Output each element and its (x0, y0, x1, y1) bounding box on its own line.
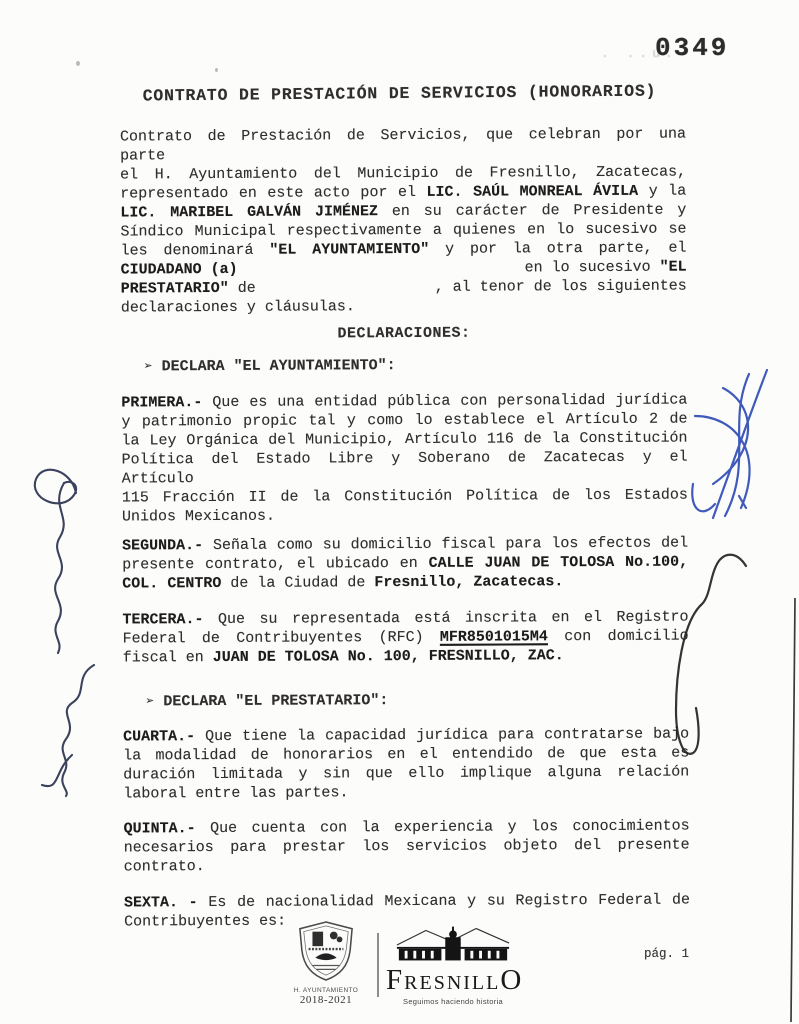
handwritten-signature-left-margin (14, 455, 118, 800)
municipal-crest-logo (286, 921, 366, 1006)
text-line: la modalidad de honorarios en el entendido de que esta es (123, 744, 690, 765)
clause-segunda (122, 534, 688, 594)
clause-tercera (122, 608, 688, 668)
text-line: Síndico Municipal respectivamente a quienes en lo sucesivo se (120, 220, 687, 241)
text-line: PRESTATARIO" de , al tenor de los siguientes (120, 277, 687, 298)
wordmark-letter: F (386, 964, 405, 996)
text-line: 115 Fracción II de la Constitución Política de los Estados (121, 486, 688, 507)
brand-tagline: Seguimos haciendo historia (403, 997, 503, 1006)
text-line: Contrato de Prestación de Servicios, que celebran por una parte (119, 125, 696, 165)
crest-years: 2018-2021 (299, 994, 353, 1006)
text-line: SEGUNDA.- Señala como su domicilio fiscal para los efectos del (122, 534, 689, 555)
heading-label: DECLARA "EL AYUNTAMIENTO": (161, 357, 396, 376)
document-title: CONTRATO DE PRESTACIÓN DE SERVICIOS (HONORARIOS) (142, 81, 657, 106)
crest-caption: H. AYUNTAMIENTO (293, 987, 359, 994)
text-line: Federal de Contribuyentes (RFC) MFR8501015M4 con domicilio (122, 627, 689, 648)
folio-stamp-number: 0349 (655, 33, 730, 63)
text-line: Política del Estado Libre y Soberano de Zacatecas y el Artículo (121, 448, 697, 488)
text-line: les denominará "EL AYUNTAMIENTO" y por la otra parte, el (120, 239, 687, 260)
text-line: el H. Ayuntamiento del Municipio de Fresnillo, Zacatecas, (120, 163, 687, 184)
text-line: la Ley Orgánica del Municipio, Artículo 116 de la Constitución (121, 429, 688, 450)
text-line: LIC. MARIBEL GALVÁN JIMÉNEZ en su carácter de Presidente y (120, 201, 687, 222)
footer-divider (377, 933, 379, 997)
text-line: PRIMERA.- Que es una entidad pública con personalidad jurídica (121, 391, 688, 412)
scan-edge-line (784, 596, 799, 1024)
fresnillo-logo (386, 925, 524, 1006)
signature-scribble-blue (683, 366, 787, 544)
text-line: representado en este acto por el LIC. SAÚL MONREAL ÁVILA y la (120, 182, 687, 203)
stamp-faded-marks: . ..u. (601, 46, 678, 61)
text-line: fiscal en JUAN DE TOLOSA No. 100, FRESNILLO, ZAC. (122, 647, 564, 667)
text-line: Unidos Mexicanos. (121, 507, 276, 526)
clause-primera (121, 391, 697, 527)
text-line: necesarios para prestar los servicios objeto del presente (123, 836, 690, 857)
text-line: TERCERA.- Que su representada está inscrita en el Registro (122, 608, 689, 629)
text-line: contrato. (123, 858, 205, 876)
text-line: laboral entre las partes. (123, 784, 349, 803)
text-line: QUINTA.- Que cuenta con la experiencia y los conocimientos (123, 817, 690, 838)
clause-cuarta (123, 725, 689, 804)
text-line: declaraciones y cláusulas. (120, 298, 355, 317)
declara-ayuntamiento-heading (121, 355, 687, 378)
text-line: Contribuyentes es: (124, 912, 287, 931)
declaraciones-heading: DECLARACIONES: (337, 324, 471, 343)
fresnillo-wordmark (386, 964, 524, 997)
arrow-bullet-icon: ➢ (144, 359, 153, 376)
arrow-bullet-icon: ➢ (145, 694, 155, 711)
crest-shield-icon (297, 921, 355, 981)
scan-speck (215, 68, 218, 72)
building-icon (395, 925, 511, 963)
text-line: COL. CENTRO de la Ciudad de Fresnillo, Zacatecas. (122, 573, 564, 593)
document-body (119, 125, 697, 932)
page-number: pág. 1 (644, 947, 690, 961)
text-line: duración limitada y sin que ello implique alguna relación (123, 763, 690, 784)
text-line: CIUDADANO (a) en lo sucesivo "EL (120, 258, 687, 279)
clause-quinta (124, 817, 690, 877)
intro-paragraph (119, 125, 696, 318)
text-line: presente contrato, el ubicado en CALLE JUAN DE TOLOSA No.100, (122, 553, 689, 574)
declara-prestatario-heading (123, 690, 689, 713)
heading-label: DECLARA "EL PRESTATARIO": (163, 692, 389, 711)
text-line: SEXTA. - Es de nacionalidad Mexicana y su Registro Federal de (123, 891, 690, 912)
wordmark-letter: O (500, 964, 524, 996)
text-line: CUARTA.- Que tiene la capacidad jurídica para contratarse bajo (123, 725, 690, 746)
scan-speck (76, 61, 80, 66)
wordmark-letters: RESNILL (404, 972, 501, 994)
text-line: y patrimonio propic tal y como lo establece el Artículo 2 de (121, 410, 688, 431)
